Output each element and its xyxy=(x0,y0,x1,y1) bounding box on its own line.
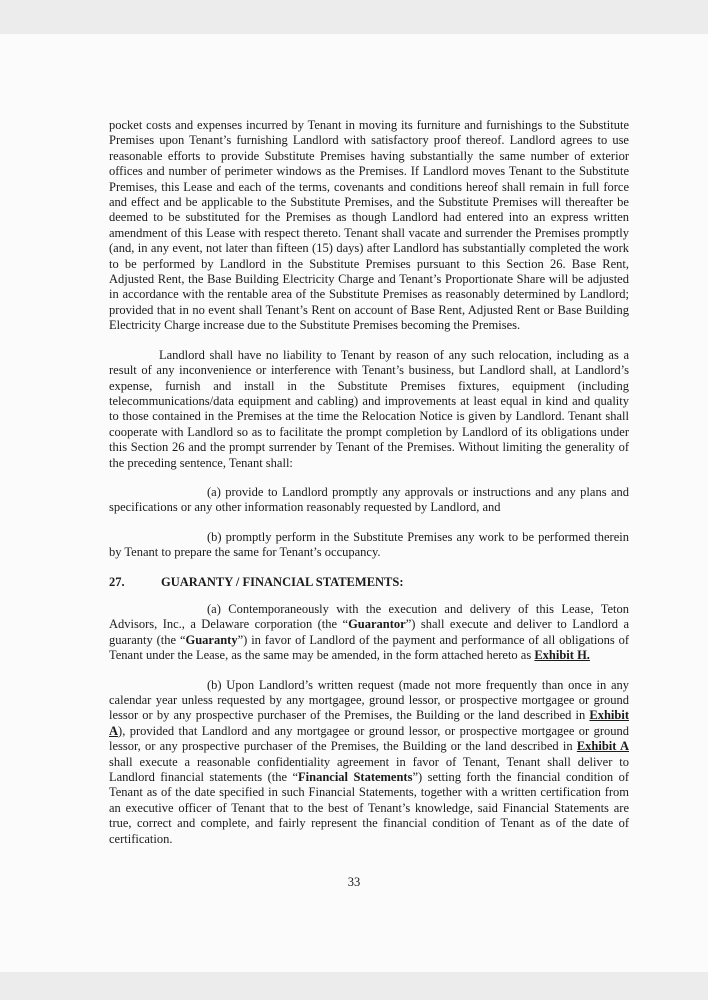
text-run: (a) Contemporaneously with the execution and delivery of this Lease, Teton Advisors, Inc., a Delaware corporation (the “ xyxy=(109,601,629,632)
page-content xyxy=(109,118,629,861)
text-run: ”) in favor of Landlord of the payment and performance of all obligations of Tenant under the Lease, as the same may be amended, in the form attached hereto as xyxy=(109,632,629,663)
exhibit-h-reference: Exhibit H. xyxy=(534,648,590,663)
paragraph-relocation-continued: pocket costs and expenses incurred by Tenant in moving its furniture and furnishings to the Substitute Premises upon Tenant’s furnishing Landlord with satisfactory proof thereof. Landlord agrees to use reasonable efforts to provide Substitute Premises having substantially the same number of exterior offices and number of perimeter windows as the Premises. If Landlord moves Tenant to the Substitute Premises, this Lease and each of the terms, covenants and conditions hereof shall remain in full force and effect and be applicable to the Substitute Premises, and the Substitute Premises will thereafter be deemed to be substituted for the Premises as though Landlord had entered into an express written amendment of this Lease with respect thereto. Tenant shall vacate and surrender the Premises promptly (and, in any event, not later than fifteen (15) days) after Landlord has substantially completed the work to be performed by Landlord in the Substitute Premises pursuant to this Section 26. Base Rent, Adjusted Rent, the Base Building Electricity Charge and Tenant’s Proportionate Share will be adjusted in accordance with the rentable area of the Substitute Premises as reasonably determined by Landlord; provided that in no event shall Tenant’s Rent on account of Base Rent, Adjusted Rent or Base Building Electricity Charge increase due to the Substitute Premises becoming the Premises. xyxy=(109,118,629,333)
paragraph-landlord-liability: Landlord shall have no liability to Tenant by reason of any such relocation, including as a result of any inconvenience or interference with Tenant’s business, but Landlord shall, at Landlord’s expense, furnish and install in the Substitute Premises fixtures, equipment (including telecommunications/data equipment and cabling) and improvements at least equal in kind and quality to those contained in the Premises at the time the Relocation Notice is given by Landlord. Tenant shall cooperate with Landlord so as to facilitate the prompt completion by Landlord of its obligations under this Section 26 and the prompt surrender by Tenant of the Premises. Without limiting the generality of the preceding sentence, Tenant shall: xyxy=(109,347,629,470)
defined-term-guaranty: Guaranty xyxy=(185,632,238,647)
text-run: ), provided that Landlord and any mortgagee or ground lessor, or prospective mortgagee or ground lessor, or any prospective purchaser of the Premises, the Building or the land described in xyxy=(109,723,629,754)
paragraph-27a xyxy=(109,602,629,664)
scan-top-band xyxy=(0,0,708,34)
paragraph-27b xyxy=(109,678,629,847)
section-number: 27. xyxy=(109,574,125,589)
section-27-heading xyxy=(109,575,629,590)
defined-term-financial-statements: Financial Statements xyxy=(298,770,413,785)
text-run: (b) Upon Landlord’s written request (made not more frequently than once in any calendar year unless requested by any mortgagee, ground lessor, or prospective mortgagee or ground lessor or by any prospective purchaser of the Premises, the Building or the land described in xyxy=(109,677,629,723)
scan-bottom-band xyxy=(0,972,708,1000)
document-page xyxy=(0,34,708,972)
text-run: ”) setting forth the financial condition of Tenant as of the date specified in such Financial Statements, together with a written certification from an executive officer of Tenant that to the best of Tenant’s knowledge, said Financial Statements are true, correct and complete, and fairly represent the financial condition of Tenant as of the date of certification. xyxy=(109,770,630,846)
page-number: 33 xyxy=(347,875,361,889)
defined-term-guarantor: Guarantor xyxy=(348,617,406,632)
exhibit-a-reference: Exhibit A xyxy=(109,708,629,738)
section-title: GUARANTY / FINANCIAL STATEMENTS: xyxy=(161,574,404,589)
paragraph-item-b: (b) promptly perform in the Substitute Premises any work to be performed therein by Tenant to prepare the same for Tenant’s occupancy. xyxy=(109,529,629,560)
exhibit-a-reference: Exhibit A xyxy=(576,739,630,754)
text-run: ”) shall execute and deliver to Landlord a guaranty (the “ xyxy=(109,617,630,647)
paragraph-item-a: (a) provide to Landlord promptly any approvals or instructions and any plans and specifications or any other information reasonably requested by Landlord, and xyxy=(109,484,629,515)
text-run: shall execute a reasonable confidentiality agreement in favor of Tenant, Tenant shall deliver to Landlord financial statements (the “ xyxy=(109,754,629,785)
